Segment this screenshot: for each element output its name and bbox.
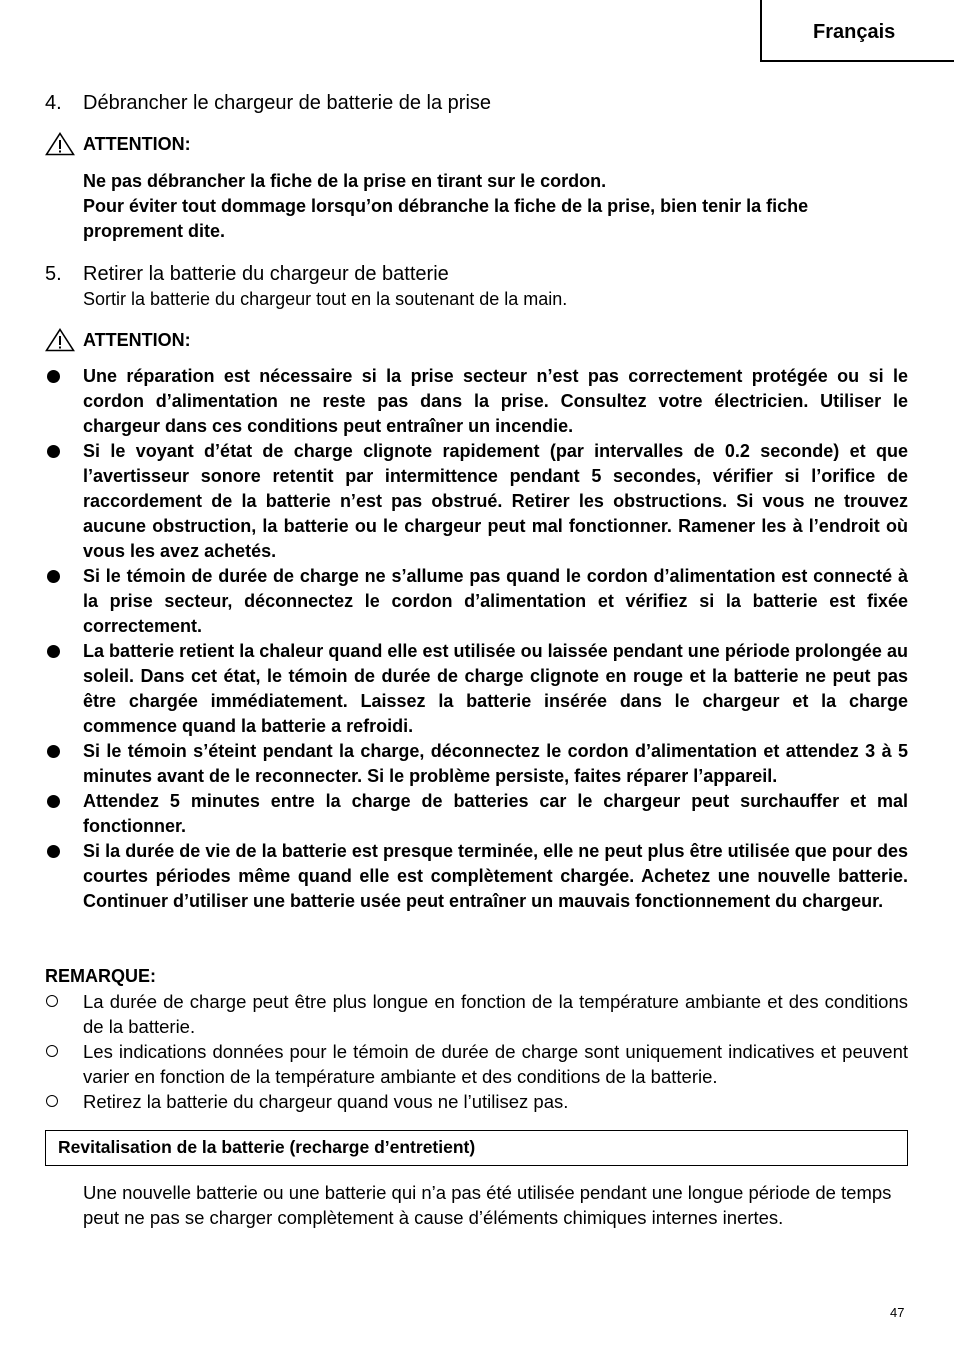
step-4-warning bbox=[83, 169, 908, 244]
note-text: Retirez la batterie du chargeur quand vous ne l’utilisez pas. bbox=[83, 1091, 569, 1112]
list-item bbox=[45, 1089, 908, 1114]
note-text: Les indications données pour le témoin de durée de charge sont uniquement indicatives et peuvent varier en fonction de la température ambiante et des conditions de la batterie. bbox=[83, 1041, 908, 1087]
bullet-icon bbox=[47, 845, 60, 858]
attention-bullet-list bbox=[45, 364, 908, 914]
step-5-heading bbox=[45, 263, 449, 286]
bullet-text: La batterie retient la chaleur quand elle est utilisée ou laissée pendant une période prolongée au soleil. Dans cet état, le témoin de durée de charge clignote en rouge et la batterie ne peut pas être chargée immédiatement. Laissez la batterie insérée dans le chargeur et la charge commence quand la batterie a refroidi. bbox=[83, 641, 908, 736]
remarque-label: REMARQUE: bbox=[45, 966, 156, 986]
note-text: La durée de charge peut être plus longue en fonction de la température ambiante et des conditions de la batterie. bbox=[83, 991, 908, 1037]
bullet-text: Si le voyant d’état de charge clignote rapidement (par intervalles de 0.2 seconde) et que l’avertisseur sonore retentit par intermittence pendant 5 secondes, vérifier si l’orifice de raccordement de la batterie n’est pas obstrué. Retirer les obstructions. Si vous ne trouvez aucune obstruction, la batterie ou le chargeur peut mal fonctionner. Ramener les à l’endroit où vous les avez achetés. bbox=[83, 441, 908, 561]
step-4-warning-line-1: Ne pas débrancher la fiche de la prise en tirant sur le cordon. bbox=[83, 171, 607, 191]
circle-bullet-icon bbox=[46, 1045, 58, 1057]
bullet-text: Une réparation est nécessaire si la prise secteur n’est pas correctement protégée ou si le cordon d’alimentation ne reste pas dans la prise. Consultez votre électricien. Utiliser le chargeur dans ces conditions peut entraîner un incendie. bbox=[83, 366, 908, 436]
step-4-heading bbox=[45, 92, 491, 115]
list-item bbox=[45, 839, 908, 914]
bullet-icon bbox=[47, 645, 60, 658]
page-number: 47 bbox=[890, 1305, 905, 1320]
step-5-title: Retirer la batterie du chargeur de batterie bbox=[83, 263, 449, 285]
bullet-icon bbox=[47, 370, 60, 383]
bullet-icon bbox=[47, 795, 60, 808]
section-title: Revitalisation de la batterie (recharge d’entretient) bbox=[58, 1137, 476, 1157]
warning-triangle-icon bbox=[45, 328, 75, 352]
step-4-warning-line-2: Pour éviter tout dommage lorsqu’on débranche la fiche de la prise, bien tenir la fiche proprement dite. bbox=[83, 196, 809, 241]
language-tab bbox=[760, 0, 954, 62]
language-label: Français bbox=[813, 20, 896, 43]
step-4-number: 4. bbox=[45, 92, 62, 114]
warning-triangle-icon bbox=[45, 132, 75, 156]
bullet-icon bbox=[47, 745, 60, 758]
list-item bbox=[45, 364, 908, 439]
step-5-subtitle: Sortir la batterie du chargeur tout en la soutenant de la main. bbox=[83, 289, 568, 309]
circle-bullet-icon bbox=[46, 995, 58, 1007]
remarque-list bbox=[45, 989, 908, 1114]
bullet-icon bbox=[47, 445, 60, 458]
list-item bbox=[45, 789, 908, 839]
section-heading-box bbox=[45, 1130, 908, 1166]
bullet-icon bbox=[47, 570, 60, 583]
list-item bbox=[45, 989, 908, 1039]
section-paragraph: Une nouvelle batterie ou une batterie qui n’a pas été utilisée pendant une longue période de temps peut ne pas se charger complètement à cause d’éléments chimiques internes inertes. bbox=[83, 1182, 892, 1228]
bullet-text: Si le témoin de durée de charge ne s’allume pas quand le cordon d’alimentation est connecté à la prise secteur, déconnectez le cordon d’alimentation et vérifiez si la batterie est fixée correctement. bbox=[83, 566, 908, 636]
attention-label-2: ATTENTION: bbox=[83, 330, 191, 350]
list-item bbox=[45, 739, 908, 789]
list-item bbox=[45, 564, 908, 639]
circle-bullet-icon bbox=[46, 1095, 58, 1107]
bullet-text: Attendez 5 minutes entre la charge de batteries car le chargeur peut surchauffer et mal fonctionner. bbox=[83, 791, 908, 836]
list-item bbox=[45, 439, 908, 564]
step-4-title: Débrancher le chargeur de batterie de la prise bbox=[83, 92, 492, 114]
attention-label-1: ATTENTION: bbox=[83, 134, 191, 154]
bullet-text: Si la durée de vie de la batterie est presque terminée, elle ne peut plus être utilisée que pour des courtes périodes même quand elle est complètement chargée. Achetez une nouvelle batterie. Continuer d’utiliser une batterie usée peut entraîner un mauvais fonctionnement du chargeur. bbox=[83, 841, 908, 911]
bullet-text: Si le témoin s’éteint pendant la charge, déconnectez le cordon d’alimentation et attendez 3 à 5 minutes avant de le reconnecter. Si le problème persiste, faites réparer l’appareil. bbox=[83, 741, 908, 786]
list-item bbox=[45, 1039, 908, 1089]
step-5-number: 5. bbox=[45, 263, 62, 285]
list-item bbox=[45, 639, 908, 739]
